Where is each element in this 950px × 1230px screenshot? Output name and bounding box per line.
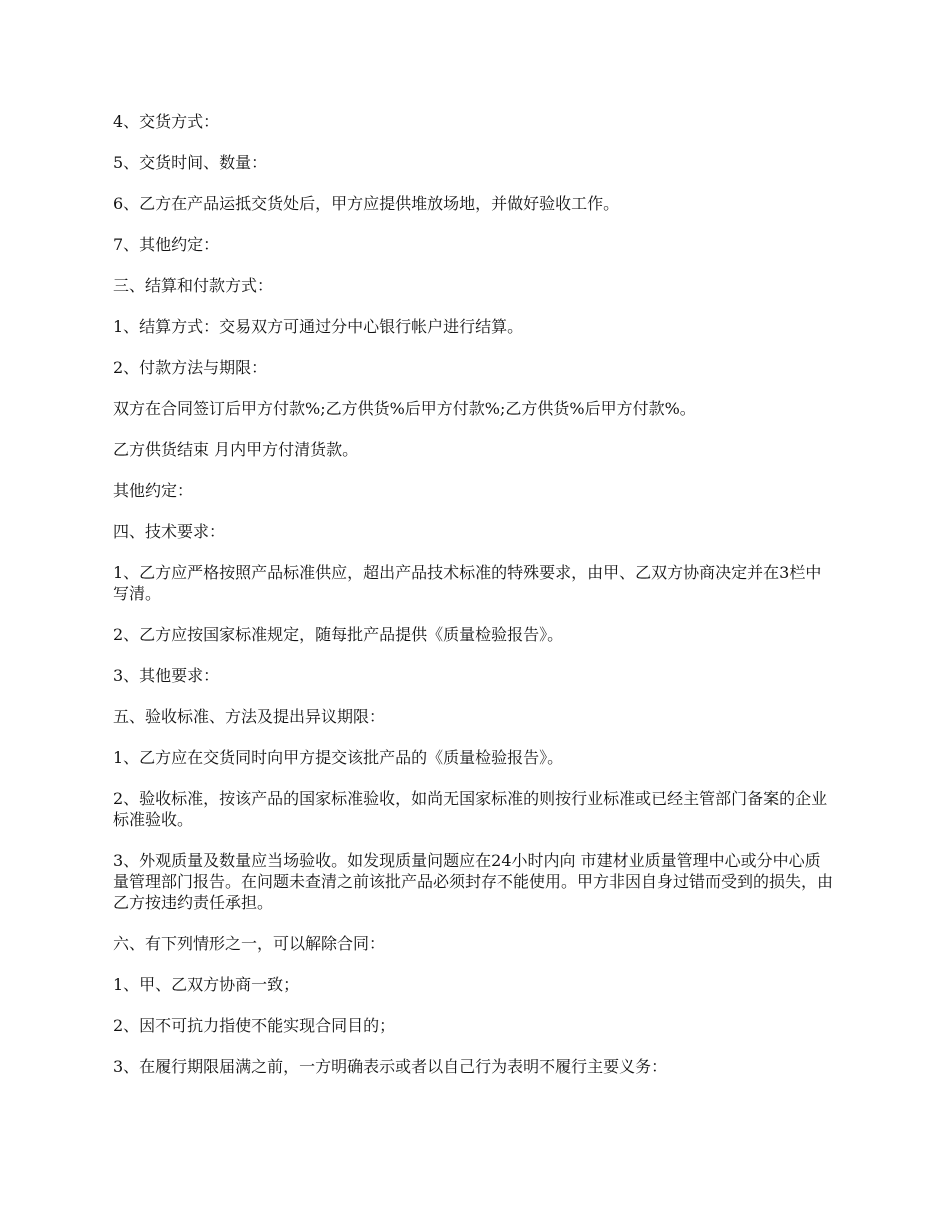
paragraph: 1、甲、乙双方协商一致； [113, 975, 300, 994]
section-heading: 六、有下列情形之一，可以解除合同： [113, 934, 386, 953]
paragraph: 2、验收标准，按该产品的国家标准验收，如尚无国家标准的则按行业标准或已经主管部门备案的企业标准验收。 [113, 789, 828, 829]
paragraph: 双方在合同签订后甲方付款%;乙方供货%后甲方付款%;乙方供货%后甲方付款%。 [113, 399, 696, 418]
paragraph: 乙方供货结束 月内甲方付清货款。 [113, 440, 359, 459]
paragraph: 7、其他约定： [113, 235, 220, 254]
paragraph: 5、交货时间、数量： [113, 153, 268, 172]
paragraph: 其他约定： [113, 481, 194, 500]
section-heading: 三、结算和付款方式： [113, 276, 274, 295]
paragraph: 2、乙方应按国家标准规定，随每批产品提供《质量检验报告》。 [113, 625, 564, 644]
document-body [113, 111, 833, 1097]
paragraph: 3、外观质量及数量应当场验收。如发现质量问题应在24小时内向 市建材业质量管理中心或分中心质量管理部门报告。在问题未查清之前该批产品必须封存不能使用。甲方非因自身过错而受到的损失，由乙方按违约责任承担。 [113, 851, 834, 912]
paragraph: 4、交货方式： [113, 112, 220, 131]
section-heading: 五、验收标准、方法及提出异议期限： [113, 707, 386, 726]
paragraph: 3、在履行期限届满之前，一方明确表示或者以自己行为表明不履行主要义务： [113, 1057, 668, 1076]
paragraph: 1、结算方式：交易双方可通过分中心银行帐户进行结算。 [113, 317, 524, 336]
paragraph: 2、因不可抗力指使不能实现合同目的； [113, 1016, 396, 1035]
paragraph: 1、乙方应在交货同时向甲方提交该批产品的《质量检验报告》。 [113, 748, 564, 767]
paragraph: 3、其他要求： [113, 666, 220, 685]
section-heading: 四、技术要求： [113, 522, 226, 541]
paragraph: 1、乙方应严格按照产品标准供应，超出产品技术标准的特殊要求，由甲、乙双方协商决定并在3栏中写清。 [113, 563, 822, 603]
paragraph: 2、付款方法与期限： [113, 358, 268, 377]
paragraph: 6、乙方在产品运抵交货处后，甲方应提供堆放场地，并做好验收工作。 [113, 194, 620, 213]
